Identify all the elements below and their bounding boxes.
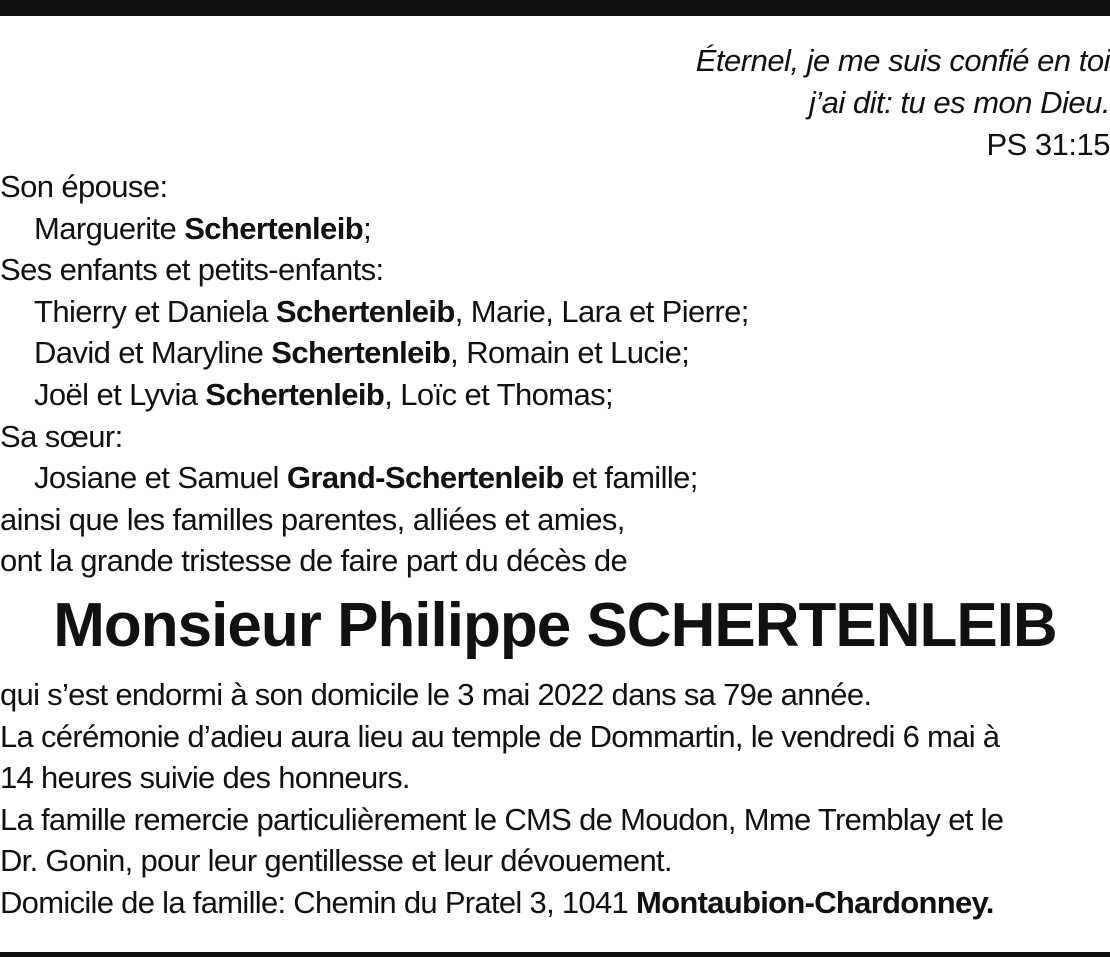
child-surname: Schertenleib xyxy=(271,335,451,371)
sister-given: Josiane et Samuel xyxy=(34,460,287,496)
child-given: Joël et Lyvia xyxy=(34,376,206,412)
child-line xyxy=(0,291,1110,333)
bottom-border-rule xyxy=(0,952,1110,957)
child-rest: , Romain et Lucie; xyxy=(450,335,690,371)
announcement-line: ont la grande tristesse de faire part du décès de xyxy=(0,543,628,579)
deceased-name-heading: Monsieur Philippe SCHERTENLEIB xyxy=(53,591,1057,660)
child-surname: Schertenleib xyxy=(205,376,385,412)
extended-family-line: ainsi que les familles parentes, alliées et amies, xyxy=(0,501,625,537)
sister-rest: et famille; xyxy=(563,460,698,496)
address-text: Domicile de la famille: Chemin du Pratel 3, 1041 xyxy=(0,884,636,920)
sister-surname: Grand-Schertenleib xyxy=(286,460,564,496)
sister-line xyxy=(0,457,1110,499)
child-rest: , Marie, Lara et Pierre; xyxy=(454,293,749,329)
family-address-line xyxy=(0,882,1110,924)
child-rest: , Loïc et Thomas; xyxy=(384,376,613,412)
child-line xyxy=(0,374,1110,416)
epigraph-reference: PS 31:15 xyxy=(986,127,1110,162)
child-line xyxy=(0,332,1110,374)
thanks-continued-line: Dr. Gonin, pour leur gentillesse et leur dévouement. xyxy=(0,843,672,878)
child-given: David et Maryline xyxy=(34,335,272,371)
thanks-line: La famille remercie particulièrement le CMS de Moudon, Mme Tremblay et le xyxy=(0,801,1004,837)
sister-heading: Sa sœur: xyxy=(0,418,123,454)
child-surname: Schertenleib xyxy=(275,293,455,329)
bible-verse-epigraph xyxy=(696,40,1110,166)
spouse-line xyxy=(0,208,1110,250)
epigraph-line-1: Éternel, je me suis confié en toi xyxy=(695,43,1110,78)
child-given: Thierry et Daniela xyxy=(34,293,276,329)
spouse-heading: Son épouse: xyxy=(0,169,168,204)
death-details-line: qui s’est endormi à son domicile le 3 mai 2022 dans sa 79e année. xyxy=(0,677,872,712)
notice-details xyxy=(0,674,1110,923)
address-locality: Montaubion-Chardonney. xyxy=(635,884,994,920)
children-heading: Ses enfants et petits-enfants: xyxy=(0,252,384,288)
spouse-given: Marguerite xyxy=(34,210,185,246)
ceremony-time-line: 14 heures suivie des honneurs. xyxy=(0,760,410,795)
family-list xyxy=(0,166,1110,582)
top-border-rule xyxy=(0,0,1110,16)
spouse-end: ; xyxy=(363,210,372,246)
spouse-surname: Schertenleib xyxy=(184,210,364,246)
ceremony-line: La cérémonie d’adieu aura lieu au temple de Dommartin, le vendredi 6 mai à xyxy=(0,718,1000,754)
epigraph-line-2: j’ai dit: tu es mon Dieu. xyxy=(808,85,1110,120)
